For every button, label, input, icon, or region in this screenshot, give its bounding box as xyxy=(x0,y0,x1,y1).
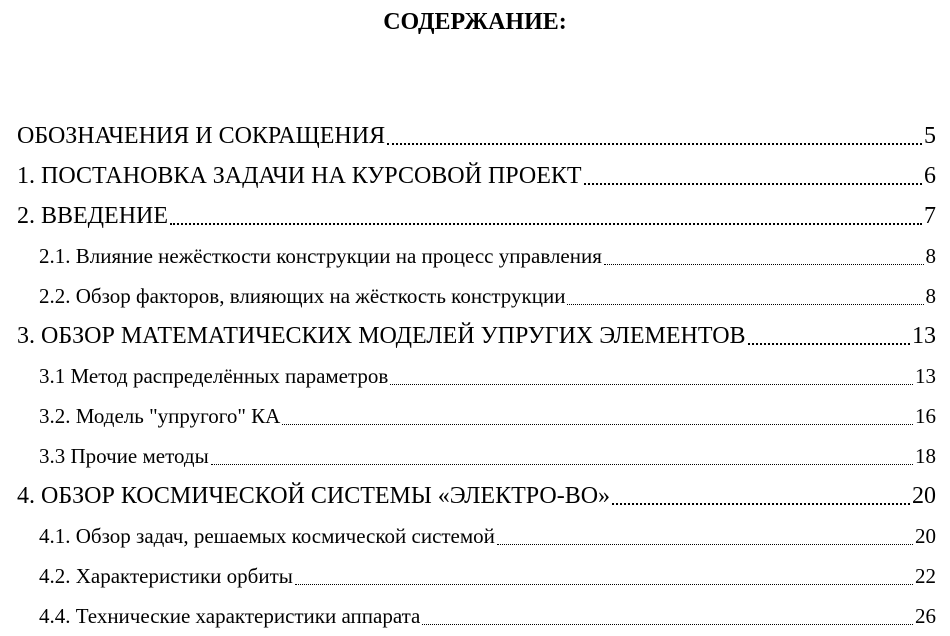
toc-entry-title: 2.1. Влияние нежёсткости конструкции на процесс управления xyxy=(39,244,602,268)
dot-leader xyxy=(170,223,922,225)
toc-entry-title: ОБОЗНАЧЕНИЯ И СОКРАЩЕНИЯ xyxy=(17,123,386,149)
dot-leader xyxy=(497,544,913,545)
dot-leader xyxy=(748,343,910,345)
toc-entry-page: 16 xyxy=(915,404,936,428)
toc-title: СОДЕРЖАНИЕ: xyxy=(383,9,567,35)
toc-entry-title: 2. ВВЕДЕНИЕ xyxy=(17,203,169,229)
dot-leader xyxy=(211,464,913,465)
toc-entry-title: 4.4. Технические характеристики аппарата xyxy=(39,604,421,628)
toc-entry[interactable] xyxy=(17,478,936,510)
toc-entry-page: 8 xyxy=(925,284,936,308)
toc-entry[interactable] xyxy=(39,398,936,430)
toc-entry[interactable] xyxy=(39,358,936,390)
dot-leader xyxy=(584,183,922,185)
toc-entry-page: 20 xyxy=(915,524,936,548)
toc-entry-page: 5 xyxy=(924,123,936,149)
dot-leader xyxy=(422,624,913,625)
dot-leader xyxy=(612,503,910,505)
toc-entry[interactable] xyxy=(39,598,936,630)
toc-entry[interactable] xyxy=(39,278,936,310)
toc-entry-title: 3.3 Прочие методы xyxy=(39,444,209,468)
toc-entry-page: 6 xyxy=(924,163,936,189)
toc-entry-title: 4.2. Характеристики орбиты xyxy=(39,564,293,588)
toc-entry-page: 7 xyxy=(924,203,936,229)
toc-entry[interactable] xyxy=(17,198,936,230)
toc-entry-title: 2.2. Обзор факторов, влияющих на жёсткость конструкции xyxy=(39,284,566,308)
dot-leader xyxy=(390,384,913,385)
toc-entry-page: 20 xyxy=(912,483,936,509)
toc-entry-page: 13 xyxy=(915,364,936,388)
toc-entry-page: 22 xyxy=(915,564,936,588)
dot-leader xyxy=(567,304,923,305)
toc-entry-page: 8 xyxy=(925,244,936,268)
toc-entry-page: 18 xyxy=(915,444,936,468)
toc-entry[interactable] xyxy=(39,438,936,470)
dot-leader xyxy=(604,264,924,265)
toc-entry-title: 4. ОБЗОР КОСМИЧЕСКОЙ СИСТЕМЫ «ЭЛЕКТРО-ВО» xyxy=(17,483,611,509)
dot-leader xyxy=(282,424,913,425)
dot-leader xyxy=(387,143,922,145)
toc-entry[interactable] xyxy=(39,238,936,270)
toc-entry[interactable] xyxy=(17,318,936,350)
toc-entry-title: 3.2. Модель "упругого" КА xyxy=(39,404,281,428)
toc-entry-page: 13 xyxy=(912,323,936,349)
toc-entry-title: 1. ПОСТАНОВКА ЗАДАЧИ НА КУРСОВОЙ ПРОЕКТ xyxy=(17,163,582,189)
toc-entry[interactable] xyxy=(39,518,936,550)
toc-entry[interactable] xyxy=(17,158,936,190)
toc-entry-title: 3.1 Метод распределённых параметров xyxy=(39,364,389,388)
toc-entry[interactable] xyxy=(17,118,936,150)
toc-entry-page: 26 xyxy=(915,604,936,628)
toc-entry[interactable] xyxy=(39,558,936,590)
toc-entry-title: 4.1. Обзор задач, решаемых космической системой xyxy=(39,524,495,548)
toc-entry-title: 3. ОБЗОР МАТЕМАТИЧЕСКИХ МОДЕЛЕЙ УПРУГИХ ЭЛЕМЕНТОВ xyxy=(17,323,746,349)
dot-leader xyxy=(295,584,913,585)
